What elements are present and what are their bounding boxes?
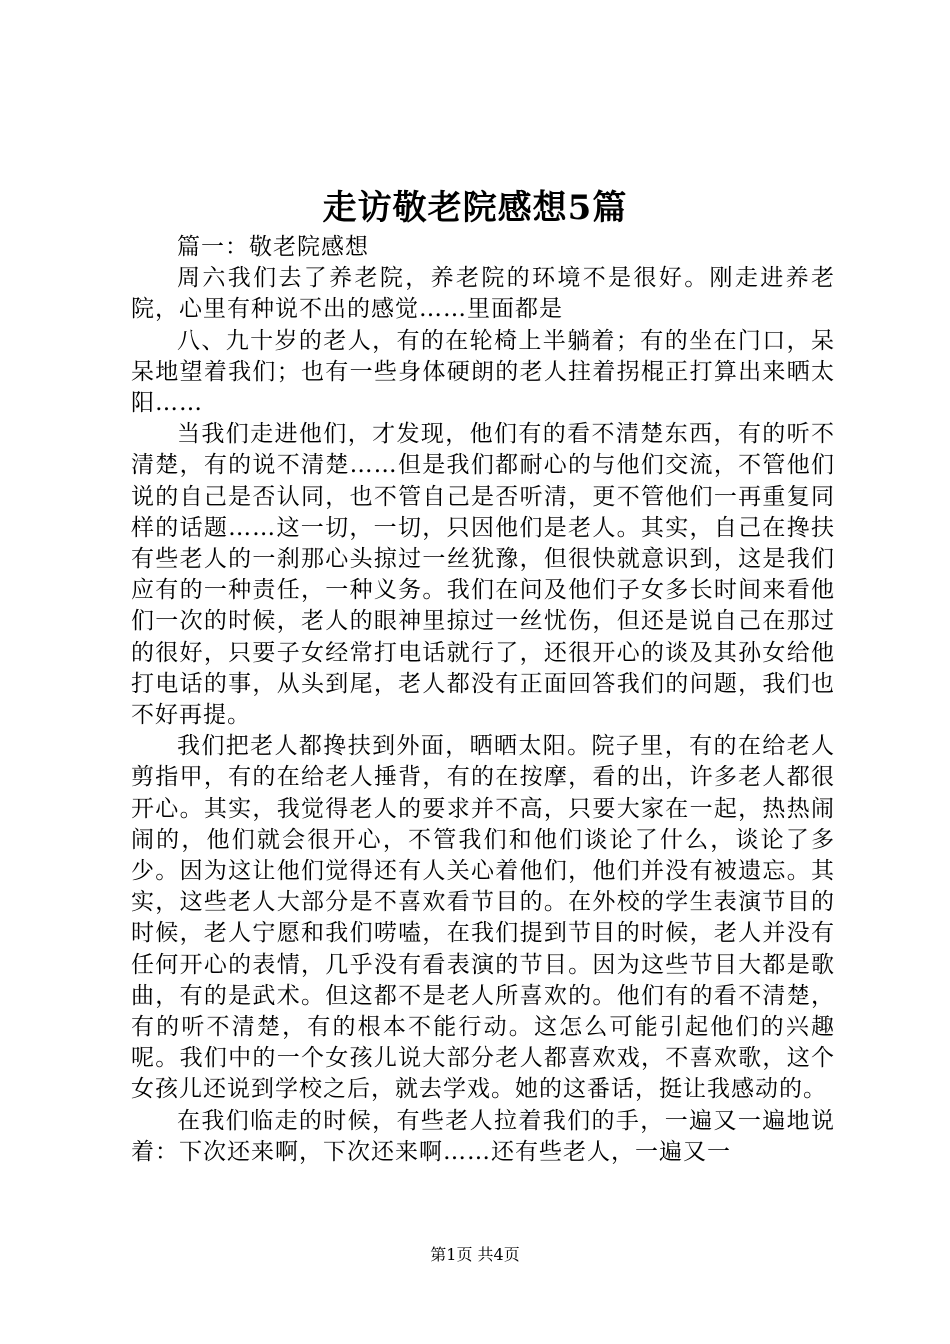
paragraph: 在我们临走的时候，有些老人拉着我们的手，一遍又一遍地说着：下次还来啊，下次还来啊……还有些老人，一遍又一 xyxy=(131,1107,835,1165)
paragraph: 当我们走进他们，才发现，他们有的看不清楚东西，有的听不清楚，有的说不清楚……但是我们都耐心的与他们交流，不管他们说的自己是否认同，也不管自己是否听清，更不管他们一再重复同样的话题……这一切，一切，只因他们是老人。其实，自己在搀扶有些老人的一刹那心头掠过一丝犹豫，但很快就意识到，这是我们应有的一种责任，一种义务。我们在问及他们子女多长时间来看他们一次的时候，老人的眼神里掠过一丝忧伤，但还是说自己在那过的很好，只要子女经常打电话就行了，还很开心的谈及其孙女给他打电话的事，从头到尾，老人都没有正面回答我们的问题，我们也不好再提。 xyxy=(131,421,835,729)
paragraph-section-heading: 篇一：敬老院感想 xyxy=(177,234,369,260)
paragraph: 我们把老人都搀扶到外面，晒晒太阳。院子里，有的在给老人剪指甲，有的在给老人捶背，有的在按摩，看的出，许多老人都很开心。其实，我觉得老人的要求并不高，只要大家在一起，热热闹闹的，他们就会很开心，不管我们和他们谈论了什么，谈论了多少。因为这让他们觉得还有人关心着他们，他们并没有被遗忘。其实，这些老人大部分是不喜欢看节目的。在外校的学生表演节目的时候，老人宁愿和我们唠嗑，在我们提到节目的时候，老人并没有任何开心的表情，几乎没有看表演的节目。因为这些节目大都是歌曲，有的是武术。但这都不是老人所喜欢的。他们有的看不清楚，有的听不清楚，有的根本不能行动。这怎么可能引起他们的兴趣呢。我们中的一个女孩儿说大部分老人都喜欢戏，不喜欢歌，这个女孩儿还说到学校之后，就去学戏。她的这番话，挺让我感动的。 xyxy=(131,733,835,1103)
document-title: 走访敬老院感想5篇 xyxy=(322,188,628,228)
page-footer: 第1页 共4页 xyxy=(430,1245,520,1264)
document-body xyxy=(131,232,835,1168)
paragraph: 八、九十岁的老人，有的在轮椅上半躺着；有的坐在门口，呆呆地望着我们；也有一些身体硬朗的老人拄着拐棍正打算出来晒太阳…… xyxy=(131,327,835,417)
paragraph: 周六我们去了养老院，养老院的环境不是很好。刚走进养老院，心里有种说不出的感觉……里面都是 xyxy=(131,265,835,323)
